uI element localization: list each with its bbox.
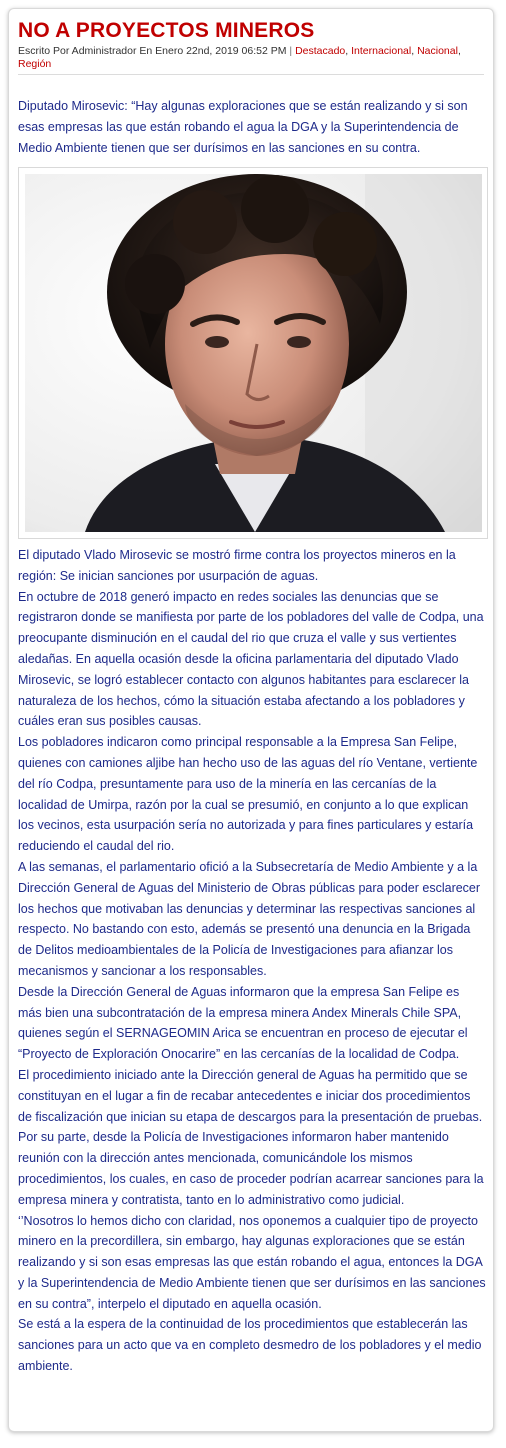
body-paragraph: Se está a la espera de la continuidad de los procedimientos que establecerán las sanciones para un acto que va en completo desmedro de los pobladores y el medio ambiente. [18, 1317, 482, 1374]
category-link-internacional[interactable]: Internacional [351, 45, 412, 57]
category-link-destacado[interactable]: Destacado [295, 45, 346, 57]
body-paragraph: En octubre de 2018 generó impacto en redes sociales las denuncias que se registraron donde se manifiesta por parte de los pobladores del valle de Codpa, una preocupante disminución en el caudal del rio que cruza el valle y sus vertientes aledañas. En aquella ocasión desde la oficina parlamentaria del diputado Vlado Mirosevic, se logró establecer contacto con algunos habitantes para esclarecer la naturaleza de los hechos, cómo la situación estaba afectando a los pobladores y cuáles eran sus posibles causas. [18, 589, 484, 729]
portrait-illustration [25, 174, 482, 532]
body-paragraph: Desde la Dirección General de Aguas informaron que la empresa San Felipe es más bien una subcontratación de la empresa minera Andex Minerals Chile SPA, quienes según el SERNAGEOMIN Arica se encuentran en proceso de ejecutar el “Proyecto de Exploración Onocarire” en las cercanías de la localidad de Codpa. [18, 984, 468, 1062]
body-paragraph: El diputado Vlado Mirosevic se mostró firme contra los proyectos mineros en la región: Se inician sanciones por usurpación de aguas. [18, 548, 456, 583]
article-body [18, 545, 486, 1377]
meta-separator: | [289, 45, 293, 57]
header-divider [18, 74, 484, 75]
article-photo[interactable] [25, 174, 482, 532]
category-link-region[interactable]: Región [18, 58, 52, 70]
byline: Escrito Por Administrador En Enero 22nd, 2019 06:52 PM [18, 45, 287, 57]
article-meta: Escrito Por Administrador En Enero 22nd, 2019 06:52 PM | Destacado, Internacional, Nacional, Región [18, 45, 461, 70]
article-title[interactable]: NO A PROYECTOS MINEROS [18, 19, 315, 42]
body-paragraph: Los pobladores indicaron como principal responsable a la Empresa San Felipe, quienes con camiones aljibe han hecho uso de las aguas del río Ventane, vertiente del río Codpa, presuntamente para uso de la minería en las cercanías de la localidad de Umirpa, razón por la cual se presumió, en conjunto a lo que explican los vecinos, esta usurpación sería no autorizada y para fines particulares y estaría reduciendo el caudal del rio. [18, 735, 478, 854]
photo-frame [18, 167, 488, 539]
body-paragraph: El procedimiento iniciado ante la Dirección general de Aguas ha permitido que se constituyan en el lugar a fin de recabar antecedentes e iniciar dos procedimientos de fiscalización que inician su etapa de descargos para la presentación de pruebas. Por su parte, desde la Policía de Investigaciones informaron haber mantenido reunión con la dirección antes mencionada, comunicándole los mismos procedimientos, los cuales, en caso de proceder podrían acarrear sanciones para la empresa minera y contratista, tanto en lo administrativo como judicial. [18, 1067, 484, 1207]
category-link-nacional[interactable]: Nacional [417, 45, 458, 57]
body-paragraph: A las semanas, el parlamentario ofició a la Subsecretaría de Medio Ambiente y a la Dirección General de Aguas del Ministerio de Obras públicas para poder esclarecer los hechos que motivaban las denuncias y determinar las respectivas sanciones al respecto. No bastando con esto, además se presentó una denuncia en la Brigada de Delitos medioambientales de la Policía de Investigaciones para afianzar los mecanismos y sancionar a los responsables. [18, 859, 481, 978]
article-card [8, 8, 494, 1432]
body-paragraph: ‘’Nosotros lo hemos dicho con claridad, nos oponemos a cualquier tipo de proyecto minero en la precordillera, sin embargo, hay algunas exploraciones que se están realizando y si son esas empresas las que están robando el agua, entonces la DGA y la Superintendencia de Medio Ambiente tienen que ser durísimos en las sanciones en su contra”, interpelo el diputado en aquella ocasión. [18, 1213, 486, 1311]
article-intro: Diputado Mirosevic: “Hay algunas exploraciones que se están realizando y si son esas empresas las que están robando el agua la DGA y la Superintendencia de Medio Ambiente tienen que ser durísimos en las sanciones en su contra. [18, 99, 468, 155]
